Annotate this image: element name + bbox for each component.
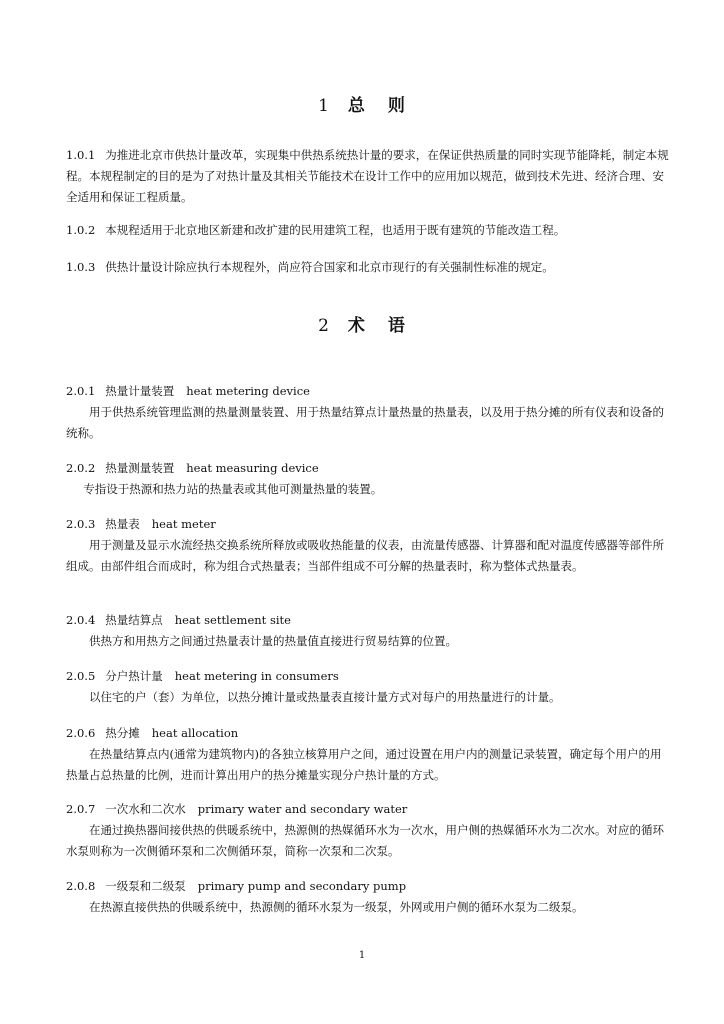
term-zh: 热分摊	[105, 726, 140, 740]
term-heading	[66, 458, 671, 479]
term-definition: 供热方和用热方之间通过热量表计量的热量值直接进行贸易结算的位置。	[89, 634, 457, 648]
clause-text: 为推进北京市供热计量改革，实现集中供热系统热计量的要求，在保证供热质量的同时实现节能降耗，制定本规程。本规程制定的目的是为了对热计量及其相关节能技术在设计工作中的应用加以规范，做到技术先进、经济合理、安全适用和保证工程质量。	[66, 148, 669, 204]
term-en: primary water and secondary water	[197, 802, 408, 816]
term-en: heat metering in consumers	[174, 669, 339, 683]
term-zh: 一级泵和二级泵	[105, 879, 186, 893]
term-2-0-8	[66, 876, 671, 918]
page-number: 1	[358, 950, 366, 961]
term-2-0-1	[66, 381, 671, 444]
term-number: 2.0.7	[66, 802, 96, 816]
term-definition: 用于供热系统管理监测的热量测量装置、用于热量结算点计量热量的热量表，以及用于热分摊的所有仪表和设备的统称。	[66, 405, 664, 440]
term-heading	[66, 610, 671, 631]
term-2-0-6	[66, 723, 671, 786]
term-en: heat settlement site	[174, 613, 291, 627]
term-heading	[66, 666, 671, 687]
term-2-0-7	[66, 799, 671, 862]
term-zh: 热量测量装置	[105, 461, 175, 475]
clause-1-0-2	[66, 220, 671, 241]
clause-number: 1.0.3	[66, 260, 96, 274]
term-heading	[66, 799, 671, 820]
term-en: primary pump and secondary pump	[197, 879, 407, 893]
term-number: 2.0.1	[66, 384, 96, 398]
term-definition: 用于测量及显示水流经热交换系统所释放或吸收热能量的仪表，由流量传感器、计算器和配对温度传感器等部件所组成。由部件组合而成时，称为组合式热量表；当部件组成不可分解的热量表时，称为整体式热量表。	[66, 538, 664, 573]
term-heading	[66, 876, 671, 897]
term-2-0-2	[66, 458, 671, 500]
term-definition: 在热量结算点内(通常为建筑物内)的各独立核算用户之间，通过设置在用户内的测量记录装置，确定每个用户的用热量占总热量的比例，进而计算出用户的热分摊量实现分户热计量的方式。	[66, 747, 662, 782]
clause-text: 本规程适用于北京地区新建和改扩建的民用建筑工程，也适用于既有建筑的节能改造工程。	[105, 223, 566, 237]
section-title-char: 术	[347, 316, 366, 336]
term-number: 2.0.3	[66, 517, 96, 531]
section-number: 1	[318, 96, 330, 116]
section-title-char: 总	[347, 96, 366, 116]
clause-1-0-3	[66, 257, 671, 278]
term-zh: 一次水和二次水	[105, 802, 186, 816]
term-en: heat measuring device	[186, 461, 319, 475]
term-number: 2.0.6	[66, 726, 96, 740]
term-heading	[66, 514, 671, 535]
term-2-0-5	[66, 666, 671, 708]
term-number: 2.0.5	[66, 669, 96, 683]
term-zh: 热量结算点	[105, 613, 163, 627]
clause-text: 供热计量设计除应执行本规程外，尚应符合国家和北京市现行的有关强制性标准的规定。	[105, 260, 554, 274]
clause-number: 1.0.1	[66, 148, 96, 162]
term-zh: 热量表	[105, 517, 140, 531]
term-2-0-3	[66, 514, 671, 577]
term-en: heat meter	[151, 517, 216, 531]
section-1-heading	[0, 91, 724, 116]
section-2-heading	[0, 311, 724, 336]
term-definition: 在通过换热器间接供热的供暖系统中，热源侧的热媒循环水为一次水，用户侧的热媒循环水为二次水。对应的循环水泵则称为一次侧循环泵和二次侧循环泵，简称一次泵和二次泵。	[66, 823, 664, 858]
term-heading	[66, 723, 671, 744]
term-heading	[66, 381, 671, 402]
term-2-0-4	[66, 610, 671, 652]
term-zh: 分户热计量	[105, 669, 163, 683]
term-en: heat allocation	[151, 726, 239, 740]
term-number: 2.0.8	[66, 879, 96, 893]
term-en: heat metering device	[186, 384, 310, 398]
clause-number: 1.0.2	[66, 223, 96, 237]
clause-1-0-1	[66, 145, 671, 208]
section-title-char: 语	[387, 316, 406, 336]
section-number: 2	[318, 316, 330, 336]
section-title-char: 则	[387, 96, 406, 116]
term-definition: 专指设于热源和热力站的热量表或其他可测量热量的装置。	[83, 482, 383, 496]
term-zh: 热量计量装置	[105, 384, 175, 398]
term-number: 2.0.4	[66, 613, 96, 627]
term-definition: 以住宅的户（套）为单位，以热分摊计量或热量表直接计量方式对每户的用热量进行的计量。	[89, 690, 561, 704]
term-definition: 在热源直接供热的供暖系统中，热源侧的循环水泵为一级泵，外网或用户侧的循环水泵为二级泵。	[89, 900, 584, 914]
term-number: 2.0.2	[66, 461, 96, 475]
